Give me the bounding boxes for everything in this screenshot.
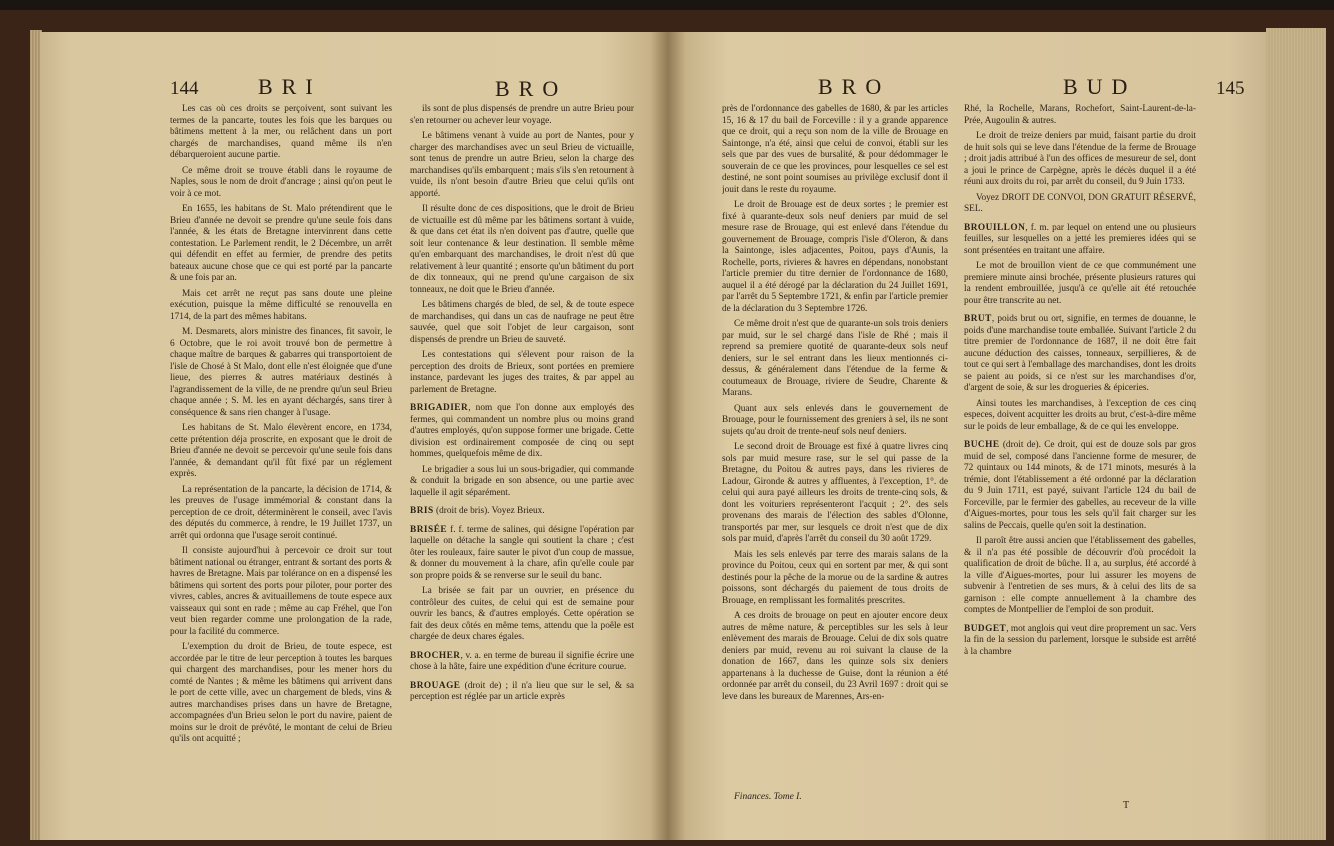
paragraph: près de l'ordonnance des gabelles de 1680, & par les articles 15, 16 & 17 du bail de Forceville : il y a grande apparence que ce droit, qui a reçu son nom de la ville de Brouage en Saintonge, n'a été, ainsi que celui de convoi, établi sur les sels que par des vues de bursalité, & pour dédommager le souverain de ce que les provinces, pour lesquelles ce sel est destiné, ne sont point soumises au privilège exclusif dont il jouit dans le reste du royaume. xyxy=(722,104,948,195)
right-running-head xyxy=(668,72,1266,102)
entry-text: (droit de bris). Voyez Brieux. xyxy=(433,506,545,516)
signature-mark: T xyxy=(1123,800,1130,811)
left-column-2 xyxy=(410,104,634,824)
entry-brouillon-cont xyxy=(964,261,1196,307)
right-page xyxy=(668,32,1266,840)
right-column-2 xyxy=(964,104,1196,804)
entry-brut xyxy=(964,314,1196,395)
entry-headword: BROUILLON xyxy=(964,222,1026,233)
entry-brocher xyxy=(410,651,634,674)
entry-brisee-cont xyxy=(410,586,634,644)
left-header-right: BRO xyxy=(495,76,568,101)
right-page-edges xyxy=(1266,28,1326,840)
paragraph: Rhé, la Rochelle, Marans, Rochefort, Saint-Laurent-de-la-Prée, Augoulin & autres. xyxy=(964,104,1196,126)
entry-headword: BUCHE xyxy=(964,440,1000,450)
paragraph: A ces droits de brouage on peut en ajouter encore deux autres de même nature, & perceptibles sur les sels à leur enlèvement des marais de Brouage. Celui de dix sols quatre deniers par muid, revenu au roi suivant la clause de la donation de 1667, dans les quinze sols six deniers appartenans à la duchesse de Guise, dont la réunion a été ordonnée par arrêt du conseil, du 23 Avril 1697 : droit qui se leve dans les bureaux de Marennes, Ars-en- xyxy=(722,611,948,702)
entry-headword: BRUT xyxy=(964,314,992,324)
entry-text: , nom que l'on donne aux employés des fermes, qui commandent un nombre plus ou moins grand d'autres employés, qu'on suppose former une brigade. Cette division est ordinairement composée de cinq ou sept hommes, quelquefois même de dix. xyxy=(410,403,634,459)
entry-budget xyxy=(964,624,1196,659)
right-column-1 xyxy=(722,104,948,794)
entry-brouage xyxy=(410,681,634,704)
entry-text: Il paroît être aussi ancien que l'établissement des gabelles, & il n'a pas été possible de découvrir d'où procédoit la qualification de droit de bûche. Il a, au surplus, été accordé à la ville d'Aigues-mortes, pour lui assurer les moyens de subvenir à l'entretien de ses murs, & à celui des lits de sa garnison : elle compte annuellement à la chambre des comptes de Montpellier de l'emploi de son produit. xyxy=(964,536,1196,615)
paragraph: Quant aux sels enlevés dans le gouvernement de Brouage, pour le fournissement des greniers à sel, ils ne sont sujets qu'au droit de trente-neuf sols neuf deniers. xyxy=(722,403,948,437)
entry-bris xyxy=(410,506,634,518)
left-page-number: 144 xyxy=(170,78,199,99)
paragraph: L'exemption du droit de Brieu, de toute espece, est accordée par le titre de leur perception à toutes les barques qui chargent des marchandises, pour les mener hors du comté de Nantes ; & même les bâtimens qui arrivent dans le port de cette ville, avec un chargement de bleds, vins & autres marchandises prises dans un havre de Bretagne, accompagnées d'un Brieu selon le port du navire, paient de moins sur le droit de prévôté, le montant de celui de Brieu qu'ils ont acquitté ; xyxy=(170,642,392,744)
see-also: Voyez DROIT DE CONVOI, DON GRATUIT RÉSERVÉ, SEL. xyxy=(964,192,1196,214)
paragraph: Le second droit de Brouage est fixé à quatre livres cinq sols par muid mesure rase, sur le sel qui passe de la Bretagne, du Poitou & autres pays, dans les rivieres de Ladour, Gironde & autres y affluentes, à l'exception, 1°. de celui qui aura payé ailleurs les droits de trente-cinq sols, & dont les voituriers représenteront l'acquit ; 2°. des sels provenans des marais de l'élection des sables d'Olonne, transportés par mer, sur lesquels ce droit n'est que de dix sols par muid, d'après l'arrêt du conseil du 30 août 1729. xyxy=(722,442,948,544)
entry-headword: BRIGADIER xyxy=(410,403,469,413)
paragraph: Mais les sels enlevés par terre des marais salans de la province du Poitou, ceux qui en sortent par mer, & qui sont destinés pour la pêche de la morue ou de la sardine & autres poissons, sont déchargés du paiement de tous droits de Brouage, en remplissant les formalités prescrites. xyxy=(722,549,948,606)
left-column-1 xyxy=(170,104,392,824)
entry-brisee xyxy=(410,525,634,583)
paragraph: Il résulte donc de ces dispositions, que le droit de Brieu de victuaille est dû même par les bâtimens sortant à vuide, & que dans cet état ils n'en doivent pas d'autre, quelle que soit leur contenance & leur destination. Il semble même qu'en embarquant des marchandises, le droit n'est dû que relativement à leur quantité ; ensorte qu'un bâtiment du port de dix tonneaux, qui ne prend qu'une cargaison de six tonneaux, ne doit que le Brieu d'année. xyxy=(410,204,634,295)
right-header-right: BUD xyxy=(1063,74,1137,99)
entry-text: Le mot de brouillon vient de ce que communément une premiere minute ainsi brochée, présente plusieurs ratures qui la rendent embrouillée, jusqu'à ce qu'elle ait été retouchée pour être transcrite au net. xyxy=(964,261,1196,306)
entry-text: (droit de) ; il n'a lieu que sur le sel, & sa perception est réglée par un article exprès xyxy=(410,680,634,702)
paragraph: En 1655, les habitans de St. Malo prétendirent que le Brieu d'année ne devoit se prendre qu'une seule fois dans l'année, & les états de Bretagne intervinrent dans cette contestation. Le Parlement rendit, le 2 Décembre, un arrêt qui défendit en effet au fermier, de prendre des petits bateaux aucune chose que ce qui est porté par la pancarte & une fois par an. xyxy=(170,204,392,283)
entry-text: (droit de). Ce droit, qui est de douze sols par gros muid de sel, composé dans l'ancienne forme de mesurer, de 72 quintaux ou 144 minots, & de 171 minots, mesurés à la trémie, dont l'établissement a été ordonné par la déclaration du 9 Juin 1711, est payé, suivant l'article 124 du bail de Forceville, par le fermier des gabelles, au receveur de la ville d'Aigues-mortes, pour tous les sels qu'il fait charger sur les salins de Peccais, quelle qu'en soit la destination. xyxy=(964,440,1196,531)
entry-text: , v. a. en terme de bureau il signifie écrire une chose à la hâte, faire une expédition d'une écriture courue. xyxy=(410,650,634,672)
paragraph: Ce même droit se trouve établi dans le royaume de Naples, sous le nom de droit d'ancrage ; ainsi qu'on peut le voir à ce mot. xyxy=(170,165,392,199)
signature-line: Finances. Tome I. xyxy=(734,792,802,802)
entry-headword: BUDGET xyxy=(964,623,1007,634)
entry-headword: BROCHER xyxy=(410,650,461,661)
entry-headword: BROUAGE xyxy=(410,680,461,691)
left-header-left: BRI xyxy=(258,74,322,99)
paragraph: Il consiste aujourd'hui à percevoir ce droit sur tout bâtiment national ou étranger, entrant & sortant des ports & havres de Bretagne. Mais par tolérance on en a dispensé les bâtimens qui sortent des ports pour piloter, pour porter des vivres, cables, ancres & avituaillemens de toute espece aux vaisseaux qui sont en rade ; même au cap Fréhel, que l'on veut bien regarder comme une prolongation de la rade, pour la facilité du commerce. xyxy=(170,546,392,637)
paragraph: M. Desmarets, alors ministre des finances, fit savoir, le 6 Octobre, que le roi avoit trouvé bon de permettre à chaque maître de barques & gabarres qui transportoient de l'isle de Chosé à St Malo, dont elle n'est éloignée que d'une lieue, des pierres & autres matériaux destinés à l'agrandissement de la ville, de ne prendre qu'un seul Brieu chaque année ; S. M. les en ayant déchargés, sans tirer à conséquence & sans rien changer à l'usage. xyxy=(170,327,392,418)
entry-buche-cont xyxy=(964,536,1196,617)
paragraph: Le droit de treize deniers par muid, faisant partie du droit de huit sols qui se leve dans l'étendue de la ferme de Brouage ; droit jadis attribué à l'un des offices de mesureur de sel, dont a joui le prince de Carpègne, après le décès duquel il a été réuni aux droits du roi, par arrêt du conseil, du 9 Juin 1733. xyxy=(964,131,1196,187)
entry-text: , poids brut ou ort, signifie, en termes de douanne, le poids d'une marchandise toute emballée. Suivant l'article 2 du titre premier de l'ordonnance de 1687, il ne doit être fait aucune déduction des caisses, tonneaux, serpillieres, & de tout ce qui sert à l'emballage des marchandises, dont les droits se paient au poids, si ce n'est sur les marchandises d'or, d'argent de soie, & sur les drogueries & épiceries. xyxy=(964,314,1196,393)
left-page xyxy=(40,32,668,840)
entry-headword: BRISÉE xyxy=(410,524,448,535)
entry-text: f. f. terme de salines, qui désigne l'opération par laquelle on détache la sangle qui soutient la chare ; c'est ôter les rouleaux, faire sauter le pivot d'un coup de massue, & donner du mouvement à la chare, afin qu'elle coule par son propre poids & se renverse sur le seuil du banc. xyxy=(410,524,634,581)
entry-text: , mot anglois qui veut dire proprement un sac. Vers la fin de la session du parlement, lorsque le subside est arrêté à la chambre xyxy=(964,623,1196,657)
right-page-number: 145 xyxy=(1216,78,1245,99)
entry-buche xyxy=(964,440,1196,532)
paragraph: Les bâtimens chargés de bled, de sel, & de toute espece de marchandises, qui dans un cas de naufrage ne peut être sauvée, quel que soit l'objet de leur cargaison, sont dispensés de prendre un Brieu de sauveté. xyxy=(410,300,634,345)
paragraph: Ce même droit n'est que de quarante-un sols trois deniers par muid, sur le sel chargé dans l'isle de Rhé ; mais il reprend sa premiere quotité de quarante-deux sols neuf deniers, sur le sel entrant dans les lieux mentionnés ci-dessus, & généralement dans l'étendue de la ferme & coutumeaux de Brouage, riviere de Seudre, Charente & Marans. xyxy=(722,319,948,398)
entry-brouillon xyxy=(964,223,1196,258)
entry-headword: BRIS xyxy=(410,506,434,516)
entry-brut-cont xyxy=(964,399,1196,434)
paragraph: Le droit de Brouage est de deux sortes ; le premier est fixé à quarante-deux sols neuf deniers par muid de sel mesure rase de Brouage, qui est enlevé dans l'étendue du gouvernement de Brouage, compris l'isle d'Oleron, & dans la Saintonge, isles adjacentes, Poitou, pays d'Aunis, la Rochelle, ports, rivieres & havres en dépendans, nonobstant l'article premier du titre dernier de l'ordonnance de 1680, auquel il a été dérogé par la déclaration du 24 Juillet 1691, par l'arrêt du 5 Septembre 1721, & enfin par l'article premier de la déclaration du 3 Septembre 1726. xyxy=(722,200,948,314)
entry-text: Ainsi toutes les marchandises, à l'exception de ces cinq especes, doivent acquitter les droits au brut, c'est-à-dire même sur le poids de leur emballage, & de ce qui les enveloppe. xyxy=(964,398,1196,432)
paragraph: Les contestations qui s'élevent pour raison de la perception des droits de Brieux, sont portées en premiere instance, pardevant les juges des traites, & par appel au parlement de Bretagne. xyxy=(410,350,634,395)
right-header-left: BRO xyxy=(818,74,891,99)
paragraph: Mais cet arrêt ne reçut pas sans doute une pleine exécution, puisque la même difficulté se renouvella en 1714, de la part des mêmes habitans. xyxy=(170,288,392,322)
entry-text: , f. m. par lequel on entend une ou plusieurs feuilles, sur lesquelles on a jetté les premieres idées qui se sont présentées en traitant une affaire. xyxy=(964,222,1196,256)
paragraph: Les habitans de St. Malo élevèrent encore, en 1734, cette prétention déja proscrite, en exposant que le droit de Brieu d'année ne devoit se percevoir qu'une seule fois dans l'année, & demandant qu'il fût fixé par un réglement exprès. xyxy=(170,423,392,479)
paragraph: La représentation de la pancarte, la décision de 1714, & les preuves de l'usage immémorial & constant dans la perception de ce droit, déterminèrent le conseil, avec l'avis des députés du commerce, à rendre, le 19 Juillet 1737, un arrêt qui ordonna que l'usage seroit continué. xyxy=(170,484,392,541)
entry-brigadier-cont xyxy=(410,465,634,500)
paragraph: Le bâtimens venant à vuide au port de Nantes, pour y charger des marchandises avec un seul Brieu de victuaille, sont tenus de prendre un autre Brieu, selon la charge des marchandises qu'ils embarquent ; mais s'ils s'en retournent à vuide, ils n'ont besoin d'autre Brieu que celui qu'ils ont apporté. xyxy=(410,131,634,199)
paragraph: ils sont de plus dispensés de prendre un autre Brieu pour s'en retourner ou achever leur voyage. xyxy=(410,104,634,126)
entry-text: Le brigadier a sous lui un sous-brigadier, qui commande & conduit la brigade en son absence, ou une partie avec laquelle il agit séparément. xyxy=(410,464,634,498)
left-running-head xyxy=(40,72,668,102)
entry-brigadier xyxy=(410,403,634,461)
paragraph: Les cas où ces droits se perçoivent, sont suivant les termes de la pancarte, toutes les fois que les barques ou bâtimens mettent à la mer, ou relâchent dans un port chargés de marchandises, quand même ils n'en débarqueroient aucune partie. xyxy=(170,104,392,160)
entry-text: La brisée se fait par un ouvrier, en présence du contrôleur des cuites, de celui qui est de semaine pour ouvrir les bancs, & d'autres employés. Cette opération se fait des deux côtés en même tems, attendu que la poêle est chargée de deux chares égales. xyxy=(410,586,634,642)
